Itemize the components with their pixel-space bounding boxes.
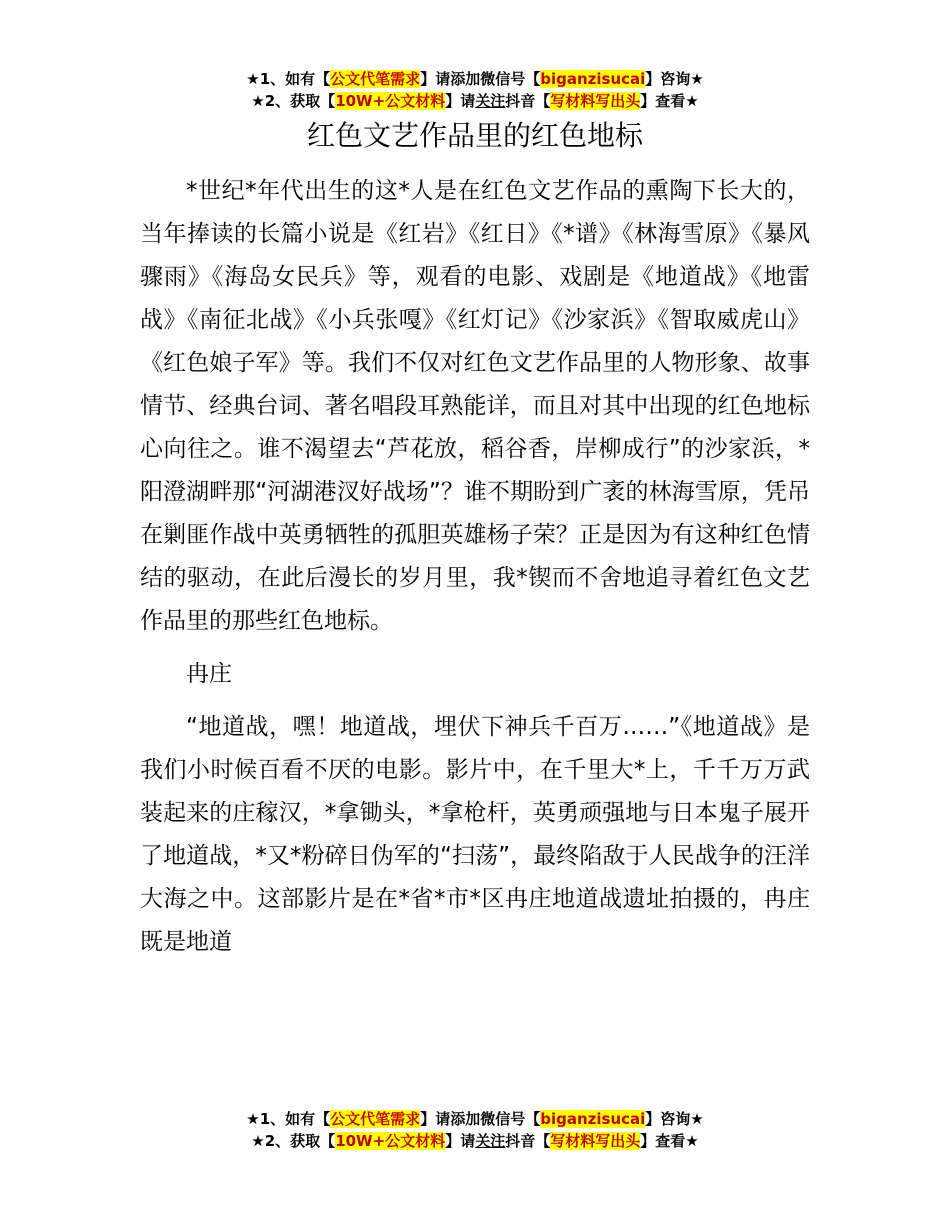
header-ad	[0, 68, 950, 112]
follow-underline: 关注	[475, 92, 506, 110]
follow-underline: 关注	[475, 1132, 506, 1150]
document-title: 红色文艺作品里的红色地标	[306, 119, 643, 152]
highlight-materials: 10W+公文材料	[335, 1132, 446, 1150]
paragraph-intro: *世纪*年代出生的这*人是在红色文艺作品的熏陶下长大的，当年捧读的长篇小说是《红岩》《红日》《*谱》《林海雪原》《暴风骤雨》《海岛女民兵》等，观看的电影、戏剧是《地道战》《地雷战》《南征北战》《小兵张嘎》《红灯记》《沙家浜》《智取威虎山》《红色娘子军》等。我们不仅对红色文艺作品里的人物形象、故事情节、经典台词、著名唱段耳熟能详，而且对其中出现的红色地标心向往之。谁不渴望去“芦花放，稻谷香，岸柳成行”的沙家浜，*阳澄湖畔那“河湖港汊好战场”？谁不期盼到广袤的林海雪原，凭吊在剿匪作战中英勇牺牲的孤胆英雄杨子荣？正是因为有这种红色情结的驱动，在此后漫长的岁月里，我*锲而不舍地追寻着红色文艺作品里的那些红色地标。	[140, 178, 810, 634]
paragraph-ranzhuang: “地道战，嘿！地道战，埋伏下神兵千百万……”《地道战》是我们小时候百看不厌的电影。影片中，在千里大*上，千千万万武装起来的庄稼汉，*拿锄头，*拿枪杆，英勇顽强地与日本鬼子展开了地道战，*又*粉碎日伪军的“扫荡”，最终陷敌于人民战争的汪洋大海之中。这部影片是在*省*市*区冉庄地道战遗址拍摄的，冉庄既是地道	[140, 714, 810, 955]
highlight-wechat-id: biganzisucai	[540, 70, 646, 88]
header-ad-line-1: ★1、如有【公文代笔需求】请添加微信号【biganzisucai】咨询★	[246, 70, 704, 88]
footer-ad	[0, 1108, 950, 1152]
document-body	[140, 170, 810, 964]
highlight-douyin: 写材料写出头	[550, 1132, 641, 1150]
section-heading-ranzhuang: 冉庄	[186, 661, 232, 687]
highlight-service: 公文代笔需求	[330, 1110, 421, 1128]
highlight-wechat-id: biganzisucai	[540, 1110, 646, 1128]
highlight-douyin: 写材料写出头	[550, 92, 641, 110]
footer-ad-line-1: ★1、如有【公文代笔需求】请添加微信号【biganzisucai】咨询★	[246, 1110, 704, 1128]
header-ad-line-2: ★2、获取【10W+公文材料】请关注抖音【写材料写出头】查看★	[251, 92, 699, 110]
highlight-service: 公文代笔需求	[330, 70, 421, 88]
footer-ad-line-2: ★2、获取【10W+公文材料】请关注抖音【写材料写出头】查看★	[251, 1132, 699, 1150]
highlight-materials: 10W+公文材料	[335, 92, 446, 110]
